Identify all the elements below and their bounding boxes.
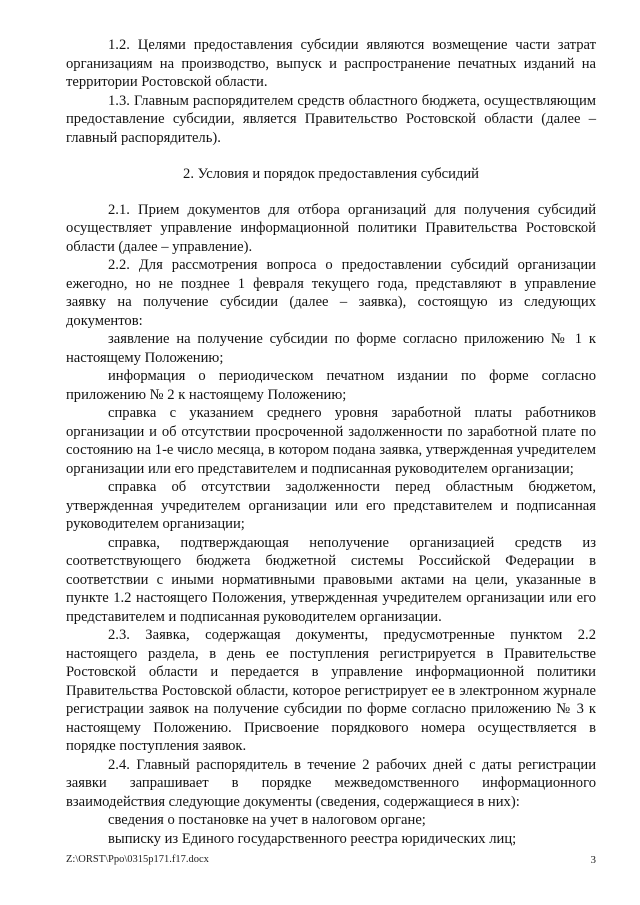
paragraph-2-3: 2.3. Заявка, содержащая документы, предусмотренные пунктом 2.2 настоящего раздела, в день ее поступления регистрируется в Правительстве Ростовской области и передается в управление информационной политики Правительства Ростовской области, которое регистрирует ее в электронном журнале регистрации заявок на получение субсидии по форме согласно приложению № 3 к настоящему Положению. Присвоение порядкового номера осуществляется в порядке поступления заявок.	[66, 627, 596, 754]
list-item-non-receipt-certificate: справка, подтверждающая неполучение организацией средств из соответствующего бюджета бюджетной системы Российской Федерации в соответствии с иными нормативными правовыми актами на цели, указанные в пункте 1.2 настоящего Положения, утвержденная учредителем организации или его представителем и подписанная руководителем организации.	[66, 534, 596, 625]
paragraph-1-3: 1.3. Главным распорядителем средств областного бюджета, осуществляющим предоставление субсидии, является Правительство Ростовской области (далее – главный распорядитель).	[66, 92, 596, 146]
list-item-application: заявление на получение субсидии по форме согласно приложению № 1 к настоящему Положению;	[66, 331, 596, 366]
file-path: Z:\ORST\Ppo\0315p171.f17.docx	[66, 854, 209, 865]
list-item-egrul-extract: выписку из Единого государственного реестра юридических лиц;	[108, 830, 517, 847]
section-heading: 2. Условия и порядок предоставления субсидий	[183, 166, 479, 182]
paragraph-1-2: 1.2. Целями предоставления субсидии являются возмещение части затрат организациям на производство, выпуск и распространение печатных изданий на территории Ростовской области.	[66, 37, 596, 90]
page-number: 3	[590, 854, 596, 866]
document-page	[66, 36, 596, 848]
paragraph-2-2: 2.2. Для рассмотрения вопроса о предоставлении субсидий организации ежегодно, но не позднее 1 февраля текущего года, представляют в управление заявку на получение субсидии (далее – заявка), состоящую из следующих документов:	[66, 257, 596, 329]
paragraph-2-1: 2.1. Прием документов для отбора организаций для получения субсидий осуществляет управление информационной политики Правительства Ростовской области (далее – управление).	[66, 201, 596, 255]
list-item-salary-certificate: справка с указанием среднего уровня заработной платы работников организации и об отсутствии просроченной задолженности по заработной плате по состоянию на 1-е число месяца, в котором подана заявка, утвержденная учредителем организации или его представителем и подписанная руководителем организации;	[66, 405, 596, 477]
list-item-debt-certificate: справка об отсутствии задолженности перед областным бюджетом, утвержденная учредителем организации или его представителем и подписанная руководителем организации;	[66, 479, 596, 532]
paragraph-2-4: 2.4. Главный распорядитель в течение 2 рабочих дней с даты регистрации заявки запрашивает в порядке межведомственного информационного взаимодействия следующие документы (сведения, содержащиеся в них):	[66, 756, 596, 810]
list-item-periodical-info: информация о периодическом печатном издании по форме согласно приложению № 2 к настоящему Положению;	[66, 368, 596, 403]
list-item-tax-registration: сведения о постановке на учет в налоговом органе;	[108, 812, 426, 828]
